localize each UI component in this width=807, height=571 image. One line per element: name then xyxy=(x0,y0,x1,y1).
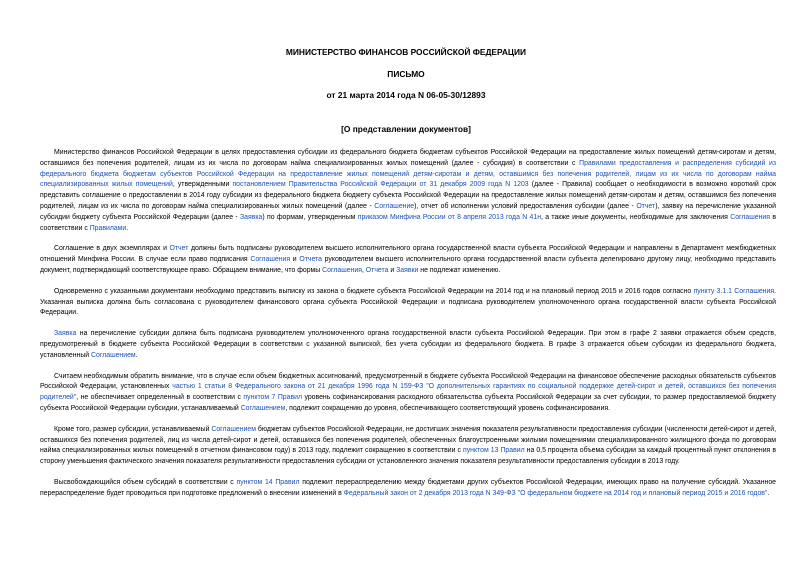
letter-body xyxy=(40,148,776,510)
document-link[interactable]: Заявка xyxy=(239,213,263,221)
paragraph-text: Соглашение в двух экземплярах и xyxy=(54,245,170,253)
paragraph-text: уровень софинансирования расходного обязательства субъекта Российской Федерации за счет субсидии, то размер предоставляемой бюджету субъекта Российской Федерации субсидии, устанавливаемый xyxy=(40,394,777,412)
ministry-heading: МИНИСТЕРСТВО ФИНАНСОВ РОССИЙСКОЙ ФЕДЕРАЦИИ xyxy=(285,47,527,57)
paragraph-text: . xyxy=(767,489,770,497)
paragraph-text: Высвобождающийся объем субсидий в соответствии с xyxy=(54,478,237,486)
subject-heading: [О представлении документов] xyxy=(341,124,471,134)
paragraph-text: ) по формам, утвержденным xyxy=(262,213,358,221)
date-number-heading: от 21 марта 2014 года N 06-05-30/12893 xyxy=(326,90,486,100)
document-link[interactable]: Соглашением xyxy=(211,425,256,433)
paragraph-text: , не обеспечивает определенный в соответствии с xyxy=(76,394,244,402)
paragraph-2 xyxy=(40,244,776,276)
paragraph-5 xyxy=(40,372,776,415)
paragraph-text: . xyxy=(126,224,129,232)
paragraph-1 xyxy=(40,148,776,234)
document-link[interactable]: Правилами предоставления и распределения субсидий из федерального бюджета бюджетам субъектов Российской Федерации на предоставление жилых помещений детям-сиротам и детям, оставшимся без попечения родителей, лицам из их числа по договорам найма специализированных жилых помещений xyxy=(40,159,776,189)
document-link[interactable]: пунктом 14 Правил xyxy=(236,478,300,486)
paragraph-text: и xyxy=(290,256,300,264)
document-type-heading: ПИСЬМО xyxy=(387,69,425,79)
paragraph-text: (далее - Правила) сообщает о необходимости в возможно короткий срок представить соглашение о предоставлении в 2014 году субсидии из федерального бюджета бюджету субъекта Российской Федерации на предоставление жилых помещений детям-сиротам и детям, оставшимся без попечения родителей, лицам из их числа по договорам найма специализированных жилых помещений (далее - xyxy=(40,181,777,210)
document-link[interactable]: приказом Минфина России от 8 апреля 2013 года N 41н xyxy=(357,213,541,221)
document-link[interactable]: пункту 3.1.1 Соглашения xyxy=(693,287,775,295)
paragraph-4 xyxy=(40,329,776,361)
paragraph-text: Министерство финансов Российской Федерации в целях предоставления субсидии из федерального бюджета бюджетам субъектов Российской Федерации на предоставление жилых помещений детям-сиротам и детям, оставшимся без попечения родителей, лицам из их числа по договорам найма специализированных жилых помещений (далее - субсидия) в соответствии с xyxy=(40,149,776,167)
document-link[interactable]: частью 1 статьи 8 Федерального закона от 21 декабря 1996 года N 159-ФЗ "О дополнительных гарантиях по социальной поддержке детей-сирот и детей, оставшихся без попечения родителей" xyxy=(40,383,776,402)
document-link[interactable]: Правилами xyxy=(89,224,127,232)
paragraph-text: на перечисление субсидии должна быть подписана руководителем уполномоченного органа государственной власти субъекта Российской Федерации. При этом в графе 2 заявки отражается объем средств, предусмотренный в бюджете субъекта Российской Федерации в соответствии с указанной выпиской, без учета субсидии из федерального бюджета. В графе 3 отражается объем субсидии из федерального бюджета, установленный xyxy=(40,330,776,359)
paragraph-7 xyxy=(40,478,776,500)
paragraph-text: Одновременно с указанными документами необходимо представить выписку из закона о бюджете субъекта Российской Федерации на 2014 год и на плановый период 2015 и 2016 годов согласно xyxy=(54,287,694,295)
paragraph-text: ), заявку на перечисление указанной субсидии бюджету субъекта Российской Федерации (далее - xyxy=(40,202,776,221)
paragraph-text: Считаем необходимым обратить внимание, что в случае если объем бюджетных ассигнований, предусмотренный в бюджете субъекта Российской Федерации на финансовое обеспечение расходных обязательств субъектов Российской Федерации, установленных xyxy=(40,372,776,391)
paragraph-text: , xyxy=(361,266,366,274)
paragraph-6 xyxy=(40,425,776,468)
paragraph-text: на 0,5 процента объема субсидии за каждый процентный пункт отклонения в сторону уменьшения фактического значения показателя результативности предоставления субсидии от установленного значения показателя результативности предоставления субсидии в 2013 году. xyxy=(40,447,776,466)
paragraph-text: , а также иные документы, необходимые для заключения xyxy=(541,213,731,221)
document-link[interactable]: Соглашения xyxy=(730,213,770,221)
document-link[interactable]: пунктом 13 Правил xyxy=(463,447,525,455)
document-link[interactable]: пунктом 7 Правил xyxy=(243,394,302,402)
paragraph-text: должны быть подписаны руководителем высшего исполнительного органа государственной власти субъекта Российской Федерации и направлены в Департамент межбюджетных отношений Минфина России. В случае если право подписания xyxy=(40,245,777,264)
paragraph-text: руководителем высшего исполнительного органа государственной власти субъекта делегировано другому лицу, необходимо представить документ, подтверждающий соответствующее право. Обращаем внимание, что формы xyxy=(40,256,776,274)
document-link[interactable]: Отчет xyxy=(169,245,189,253)
document-link[interactable]: Соглашение xyxy=(374,202,415,210)
paragraph-text: , подлежит сокращению до уровня, обеспечивающего соответствующий уровень софинансирования. xyxy=(285,404,610,412)
paragraph-text: , утвержденными xyxy=(172,181,233,189)
paragraph-text: и xyxy=(388,266,397,274)
paragraph-text: бюджетам субъектов Российской Федерации, не достигших значения показателя результативности предоставления субсидии (численности детей-сирот и детей, оставшихся без попечения родителей, лиц из числа детей-сирот и детей, оставшихся без попечения родителей, обеспеченных благоустроенными жилыми помещениями специализированного жилищного фонда по договорам найма специализированных жилых помещений в отчетном финансовом году) в 2013 году, подлежит сокращению в соответствии с xyxy=(40,425,776,455)
document-link[interactable]: Отчета xyxy=(299,256,322,264)
paragraph-text: не подлежат изменению. xyxy=(418,266,501,274)
document-link[interactable]: Соглашением xyxy=(240,404,286,412)
paragraph-text: ), отчет об исполнении условий предоставления субсидии (далее - xyxy=(414,202,637,210)
paragraph-text: в соответствии с xyxy=(40,213,776,232)
paragraph-text: Кроме того, размер субсидии, устанавливаемый xyxy=(54,425,212,433)
document-link[interactable]: Соглашения xyxy=(250,256,291,264)
document-link[interactable]: Федеральный закон от 2 декабря 2013 года N 349-ФЗ "О федеральном бюджете на 2014 год и плановый период 2015 и 2016 годов" xyxy=(343,489,768,497)
paragraph-text: . Указанная выписка должна быть согласована с руководителем финансового органа субъекта Российской Федерации и подписана руководителем уполномоченного органа государственной власти субъекта Российской Федерации. xyxy=(40,287,776,317)
document-link[interactable]: Отчета xyxy=(365,266,389,274)
document-link[interactable]: Отчет xyxy=(636,202,656,210)
paragraph-text: . xyxy=(135,351,138,359)
paragraph-3 xyxy=(40,287,776,319)
document-link[interactable]: Соглашением xyxy=(91,351,136,359)
paragraph-text: подлежит перераспределению между бюджетами других субъектов Российской Федерации, имеющих право на получение субсидий. Указанное перераспределение будет проводиться при подготовке предложений о внесении изменений в xyxy=(40,478,776,497)
document-link[interactable]: Заявки xyxy=(396,266,419,274)
document-link[interactable]: постановлением Правительства Российской Федерации от 31 декабря 2009 года N 1203 xyxy=(232,181,529,189)
document-link[interactable]: Соглашения xyxy=(322,266,362,274)
document-link[interactable]: Заявка xyxy=(54,330,77,338)
